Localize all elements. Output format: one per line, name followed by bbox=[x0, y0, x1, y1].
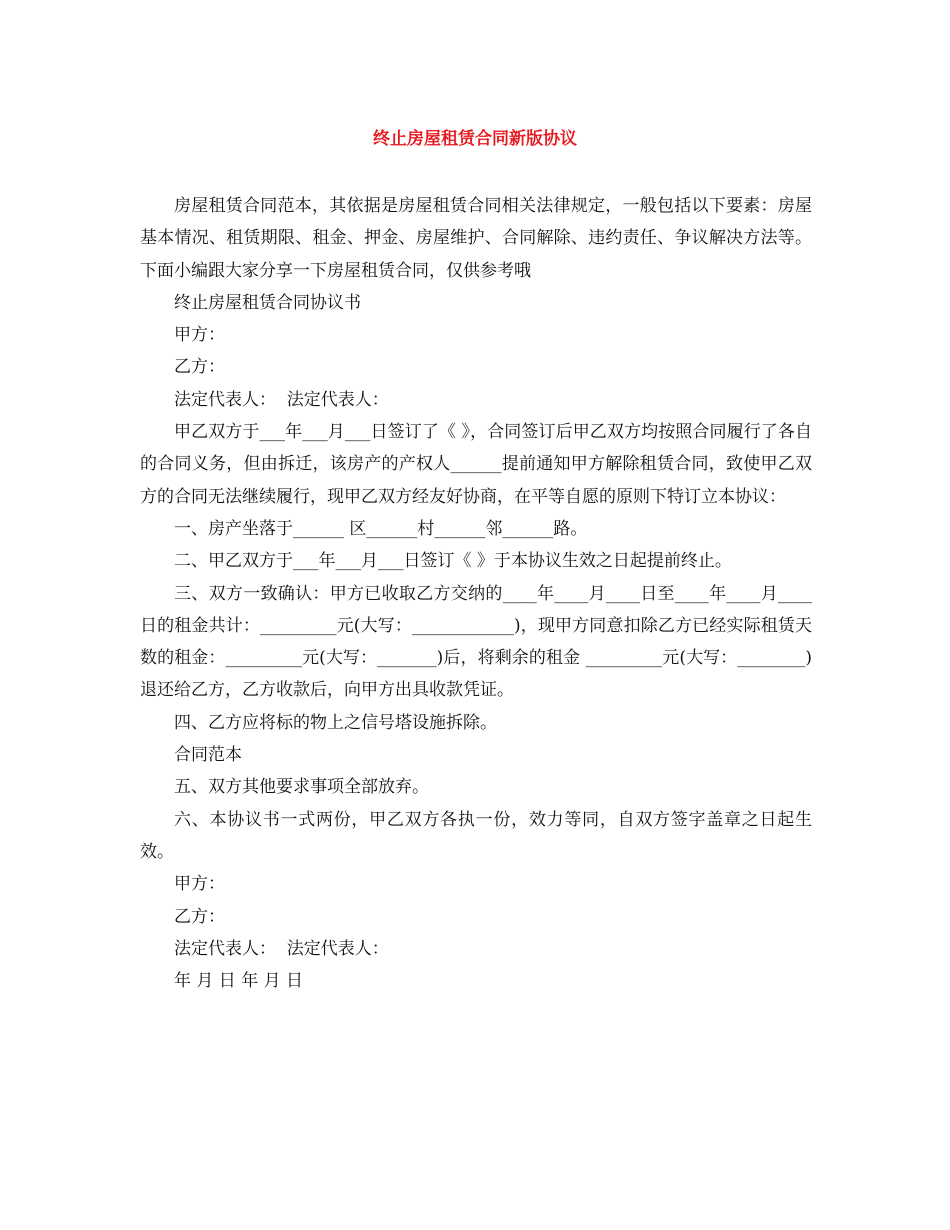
signature-party-b: 乙方： bbox=[174, 906, 225, 927]
document-title: 终止房屋租赁合同新版协议 bbox=[373, 129, 577, 149]
document-body bbox=[140, 190, 812, 997]
agreement-heading: 终止房屋租赁合同协议书 bbox=[174, 292, 361, 313]
clause-2: 二、甲乙双方于___年___月___日签订《 》于本协议生效之日起提前终止。 bbox=[174, 551, 732, 572]
legal-representatives-line: 法定代表人： 法定代表人： bbox=[174, 389, 389, 410]
signature-dates: 年 月 日 年 月 日 bbox=[174, 971, 304, 992]
party-a-line: 甲方： bbox=[174, 325, 225, 346]
preamble-paragraph: 甲乙双方于___年___月___日签订了《 》，合同签订后甲乙双方均按照合同履行了各自的合同义务，但由拆迁，该房产的产权人______提前通知甲方解除租赁合同，致使甲乙双方的合同无法继续履行，现甲乙双方经友好协商，在平等自愿的原则下特订立本协议： bbox=[140, 422, 812, 507]
clause-4: 四、乙方应将标的物上之信号塔设施拆除。 bbox=[174, 712, 497, 733]
signature-party-a: 甲方： bbox=[174, 874, 225, 895]
intro-paragraph: 房屋租赁合同范本，其依据是房屋租赁合同相关法律规定，一般包括以下要素：房屋基本情况、租赁期限、租金、押金、房屋维护、合同解除、违约责任、争议解决方法等。下面小编跟大家分享一下房屋租赁合同，仅供参考哦 bbox=[140, 196, 812, 281]
contract-template-line: 合同范本 bbox=[174, 745, 242, 766]
clause-3: 三、双方一致确认：甲方已收取乙方交纳的____年____月____日至____年____月____日的租金共计：_________元(大写：____________)，现甲方同意扣除乙方已经实际租赁天数的租金：_________元(大写：_______)后，将剩余的租金 _________元(大写：________)退还给乙方，乙方收款后，向甲方出具收款凭证。 bbox=[140, 583, 812, 701]
clause-5: 五、双方其他要求事项全部放弃。 bbox=[174, 777, 429, 798]
clause-6: 六、本协议书一式两份，甲乙双方各执一份，效力等同，自双方签字盖章之日起生效。 bbox=[140, 809, 812, 862]
signature-legal-representatives: 法定代表人： 法定代表人： bbox=[174, 938, 389, 959]
clause-1: 一、房产坐落于______ 区______村______邻______路。 bbox=[174, 518, 588, 539]
party-b-line: 乙方： bbox=[174, 357, 225, 378]
